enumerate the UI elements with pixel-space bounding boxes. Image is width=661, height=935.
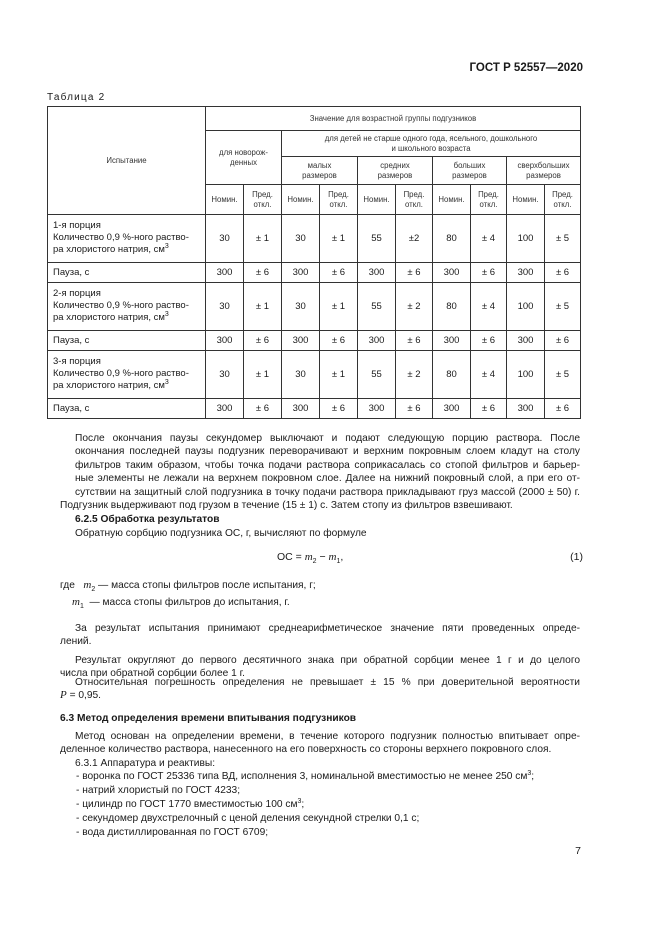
nominal-value-cell: 300 <box>507 263 545 283</box>
formula <box>277 551 343 563</box>
list-item <box>76 812 534 825</box>
text-value: 0,95. <box>78 690 102 702</box>
nominal-value-cell: 80 <box>433 283 471 331</box>
list-item-text: - цилиндр по ГОСТ 1770 вместимостью 100 см <box>76 798 298 810</box>
deviation-value-cell: ± 6 <box>471 331 507 351</box>
nominal-value-cell: 300 <box>358 399 396 419</box>
unit-text: ра хлористого натрия, см <box>53 312 165 323</box>
nominal-value-cell: 300 <box>433 399 471 419</box>
deviation-value-cell: ± 6 <box>244 263 282 283</box>
nominal-value-cell: 80 <box>433 351 471 399</box>
formula-lhs: ОС = <box>277 551 305 563</box>
table-row <box>48 351 581 399</box>
header-newborn: для новорож- денных <box>206 131 282 185</box>
deviation-value-cell: ± 4 <box>471 351 507 399</box>
nominal-value-cell: 55 <box>358 215 396 263</box>
nominal-value-cell: 30 <box>282 351 320 399</box>
header-dev: Пред. откл. <box>396 185 433 215</box>
document-id: ГОСТ Р 52557—2020 <box>469 62 583 74</box>
nominal-value-cell: 30 <box>206 283 244 331</box>
text-line: Относительная погрешность определения не превышает ± 15 % при доверительной вероятности <box>75 677 580 688</box>
text-line: числа при обратной сорбции более 1 г. <box>60 668 245 680</box>
table-caption: Таблица 2 <box>47 92 106 103</box>
portion-label: 3-я порция <box>53 356 101 367</box>
nominal-value-cell: 100 <box>507 215 545 263</box>
paragraph-error <box>60 676 580 703</box>
deviation-value-cell: ± 1 <box>244 351 282 399</box>
deviation-value-cell: ± 1 <box>320 283 358 331</box>
deviation-value-cell: ± 1 <box>320 351 358 399</box>
deviation-value-cell: ± 1 <box>320 215 358 263</box>
header-size-xlarge: сверхбольших размеров <box>507 157 581 185</box>
where-text: — масса стопы фильтров после испытания, г; <box>95 580 316 591</box>
list-item-text: - натрий хлористый по ГОСТ 4233; <box>76 785 241 797</box>
quantity-label: Количество 0,9 %-ного раство- <box>53 368 189 379</box>
deviation-value-cell: ± 1 <box>244 283 282 331</box>
nominal-value-cell: 300 <box>282 263 320 283</box>
header-nom: Номин. <box>206 185 244 215</box>
nominal-value-cell: 300 <box>433 263 471 283</box>
deviation-value-cell: ± 6 <box>320 331 358 351</box>
deviation-value-cell: ± 6 <box>396 263 433 283</box>
list-item <box>76 798 534 812</box>
deviation-value-cell: ± 6 <box>545 331 581 351</box>
list-item-text: - воронка по ГОСТ 25336 типа ВД, исполнения 3, номинальной вместимостью не менее 250 см <box>76 771 528 782</box>
deviation-value-cell: ± 6 <box>320 263 358 283</box>
unit-superscript: 3 <box>164 243 169 250</box>
text-line: окончания последней паузы подгузник переворачивают и верхним покровным слоем кладут на столу <box>75 446 580 458</box>
nominal-value-cell: 30 <box>282 283 320 331</box>
header-nom: Номин. <box>358 185 396 215</box>
unit-text: ра хлористого натрия, см <box>53 244 165 255</box>
text-line: ные элементы не лежали на верхнем покровном слое. Далее на нижний покровный слой, а при его от- <box>75 473 580 485</box>
header-dev: Пред. откл. <box>320 185 358 215</box>
unit-superscript: 3 <box>164 379 169 386</box>
nominal-value-cell: 55 <box>358 351 396 399</box>
header-dev: Пред. откл. <box>545 185 581 215</box>
list-item-tail: ; <box>301 798 305 810</box>
list-item-text: - секундомер двухстрелочный с ценой деления секундной стрелки 0,1 с; <box>76 813 420 825</box>
header-nom: Номин. <box>282 185 320 215</box>
quantity-label-cont <box>53 380 200 393</box>
quantity-label-cont <box>53 312 200 325</box>
header-size-large: больших размеров <box>433 157 507 185</box>
test-name-cell <box>48 283 206 331</box>
header-group: Значение для возрастной группы подгузников <box>206 107 581 131</box>
nominal-value-cell: 300 <box>433 331 471 351</box>
deviation-value-cell: ± 6 <box>471 263 507 283</box>
table-row <box>48 399 581 419</box>
table-row <box>48 331 581 351</box>
quantity-label: Количество 0,9 %-ного раство- <box>53 300 189 311</box>
deviation-value-cell: ± 5 <box>545 215 581 263</box>
where-var: m <box>72 596 80 608</box>
text-line: Метод основан на определении времени, в течение которого подгузник полностью впитывает опре- <box>75 731 580 742</box>
deviation-value-cell: ± 6 <box>244 331 282 351</box>
nominal-value-cell: 80 <box>433 215 471 263</box>
unit-text: ра хлористого натрия, см <box>53 380 165 391</box>
nominal-value-cell: 30 <box>206 351 244 399</box>
formula-op: − <box>316 551 329 563</box>
section-6-2-5-heading: 6.2.5 Обработка результатов <box>75 514 220 525</box>
nominal-value-cell: 55 <box>358 283 396 331</box>
header-nom: Номин. <box>433 185 471 215</box>
header-nom: Номин. <box>507 185 545 215</box>
table-row <box>48 215 581 263</box>
test-name-cell <box>48 351 206 399</box>
nominal-value-cell: 300 <box>206 399 244 419</box>
section-6-3-heading: 6.3 Метод определения времени впитывания подгузников <box>60 713 357 724</box>
test-name-cell <box>48 215 206 263</box>
deviation-value-cell: ± 1 <box>244 215 282 263</box>
deviation-value-cell: ± 2 <box>396 351 433 399</box>
list-item-text: - вода дистиллированная по ГОСТ 6709; <box>76 826 269 838</box>
table-row <box>48 283 581 331</box>
nominal-value-cell: 300 <box>358 263 396 283</box>
page-number: 7 <box>575 845 581 857</box>
deviation-value-cell: ± 6 <box>545 399 581 419</box>
text-line: лений. <box>60 636 92 648</box>
test-name-cell: Пауза, с <box>48 263 206 283</box>
nominal-value-cell: 300 <box>206 263 244 283</box>
deviation-value-cell: ± 6 <box>396 331 433 351</box>
deviation-value-cell: ± 5 <box>545 283 581 331</box>
unit-superscript: 3 <box>164 311 169 318</box>
equation-number: (1) <box>570 551 583 563</box>
deviation-value-cell: ± 6 <box>396 399 433 419</box>
nominal-value-cell: 300 <box>507 331 545 351</box>
list-item <box>76 770 534 784</box>
list-item <box>76 826 534 839</box>
where-sub: 2 <box>91 586 96 593</box>
formula-intro: Обратную сорбцию подгузника ОС, г, вычисляют по формуле <box>75 528 367 539</box>
header-size-medium: средних размеров <box>358 157 433 185</box>
formula-sub: 1 <box>336 558 341 565</box>
portion-label: 2-я порция <box>53 288 101 299</box>
where-line-2 <box>72 596 290 608</box>
header-children: для детей не старше одного года, ясельного, дошкольного и школьного возраста <box>282 131 581 157</box>
quantity-label: Количество 0,9 %-ного раство- <box>53 232 189 243</box>
nominal-value-cell: 100 <box>507 283 545 331</box>
header-size-small: малых размеров <box>282 157 358 185</box>
list-item-superscript: 3 <box>297 797 302 805</box>
nominal-value-cell: 300 <box>206 331 244 351</box>
where-prefix: где <box>60 580 84 591</box>
list-item <box>76 784 534 797</box>
deviation-value-cell: ± 2 <box>396 283 433 331</box>
test-name-cell: Пауза, с <box>48 331 206 351</box>
where-sub: 1 <box>79 603 84 610</box>
nominal-value-cell: 300 <box>282 331 320 351</box>
text-line: После окончания паузы секундомер выключают и подают следующую порцию раствора. После <box>75 433 580 444</box>
text-line: сутствии на защитный слой подгузника в точку подачи раствора прикладывают груз массой (2000 ± 50) г. <box>75 486 580 498</box>
equipment-list <box>76 770 534 839</box>
nominal-value-cell: 300 <box>282 399 320 419</box>
portion-label: 1-я порция <box>53 220 101 231</box>
quantity-label-cont <box>53 244 200 257</box>
formula-var: m <box>328 551 337 563</box>
deviation-value-cell: ± 6 <box>471 399 507 419</box>
test-name-cell: Пауза, с <box>48 399 206 419</box>
text-line: фильтров таким образом, чтобы точка подачи раствора соприкасалась со стопой фильтров и барьер- <box>75 459 580 471</box>
header-dev: Пред. откл. <box>244 185 282 215</box>
where-line-1 <box>60 579 316 591</box>
section-6-3-1: 6.3.1 Аппаратура и реактивы: <box>75 758 216 769</box>
deviation-value-cell: ±2 <box>396 215 433 263</box>
deviation-value-cell: ± 6 <box>320 399 358 419</box>
paragraph-result <box>60 622 580 649</box>
deviation-value-cell: ± 4 <box>471 215 507 263</box>
results-table <box>47 106 581 419</box>
formula-var: m <box>304 551 313 563</box>
nominal-value-cell: 300 <box>358 331 396 351</box>
nominal-value-cell: 30 <box>282 215 320 263</box>
probability-var: P <box>60 689 67 702</box>
deviation-value-cell: ± 5 <box>545 351 581 399</box>
formula-tail: , <box>340 551 344 563</box>
text-eq: = <box>66 690 79 702</box>
list-item-tail: ; <box>531 771 535 782</box>
text-line: деленное количество раствора, нанесенного на его поверхность со стороны верхнего покровного слоя. <box>60 744 552 756</box>
text-line: Подгузник выдерживают под грузом в течение (15 ± 1) с. Затем стопу из фильтров взвешивают. <box>60 500 513 512</box>
paragraph-method <box>60 730 580 757</box>
list-item-superscript: 3 <box>527 770 532 777</box>
where-text: — масса стопы фильтров до испытания, г. <box>83 597 290 608</box>
nominal-value-cell: 100 <box>507 351 545 399</box>
deviation-value-cell: ± 6 <box>244 399 282 419</box>
deviation-value-cell: ± 6 <box>545 263 581 283</box>
text-line <box>60 689 580 702</box>
text-line: Результат округляют до первого десятичного знака при обратной сорбции менее 1 г и до целого <box>75 655 580 666</box>
paragraph-procedure <box>60 432 580 512</box>
nominal-value-cell: 300 <box>507 399 545 419</box>
text-line: За результат испытания принимают среднеарифметическое значение пяти проведенных опреде- <box>75 623 580 634</box>
deviation-value-cell: ± 4 <box>471 283 507 331</box>
where-var: m <box>83 579 92 591</box>
formula-sub: 2 <box>312 558 317 565</box>
header-test: Испытание <box>48 107 206 215</box>
nominal-value-cell: 30 <box>206 215 244 263</box>
header-dev: Пред. откл. <box>471 185 507 215</box>
table-row <box>48 263 581 283</box>
